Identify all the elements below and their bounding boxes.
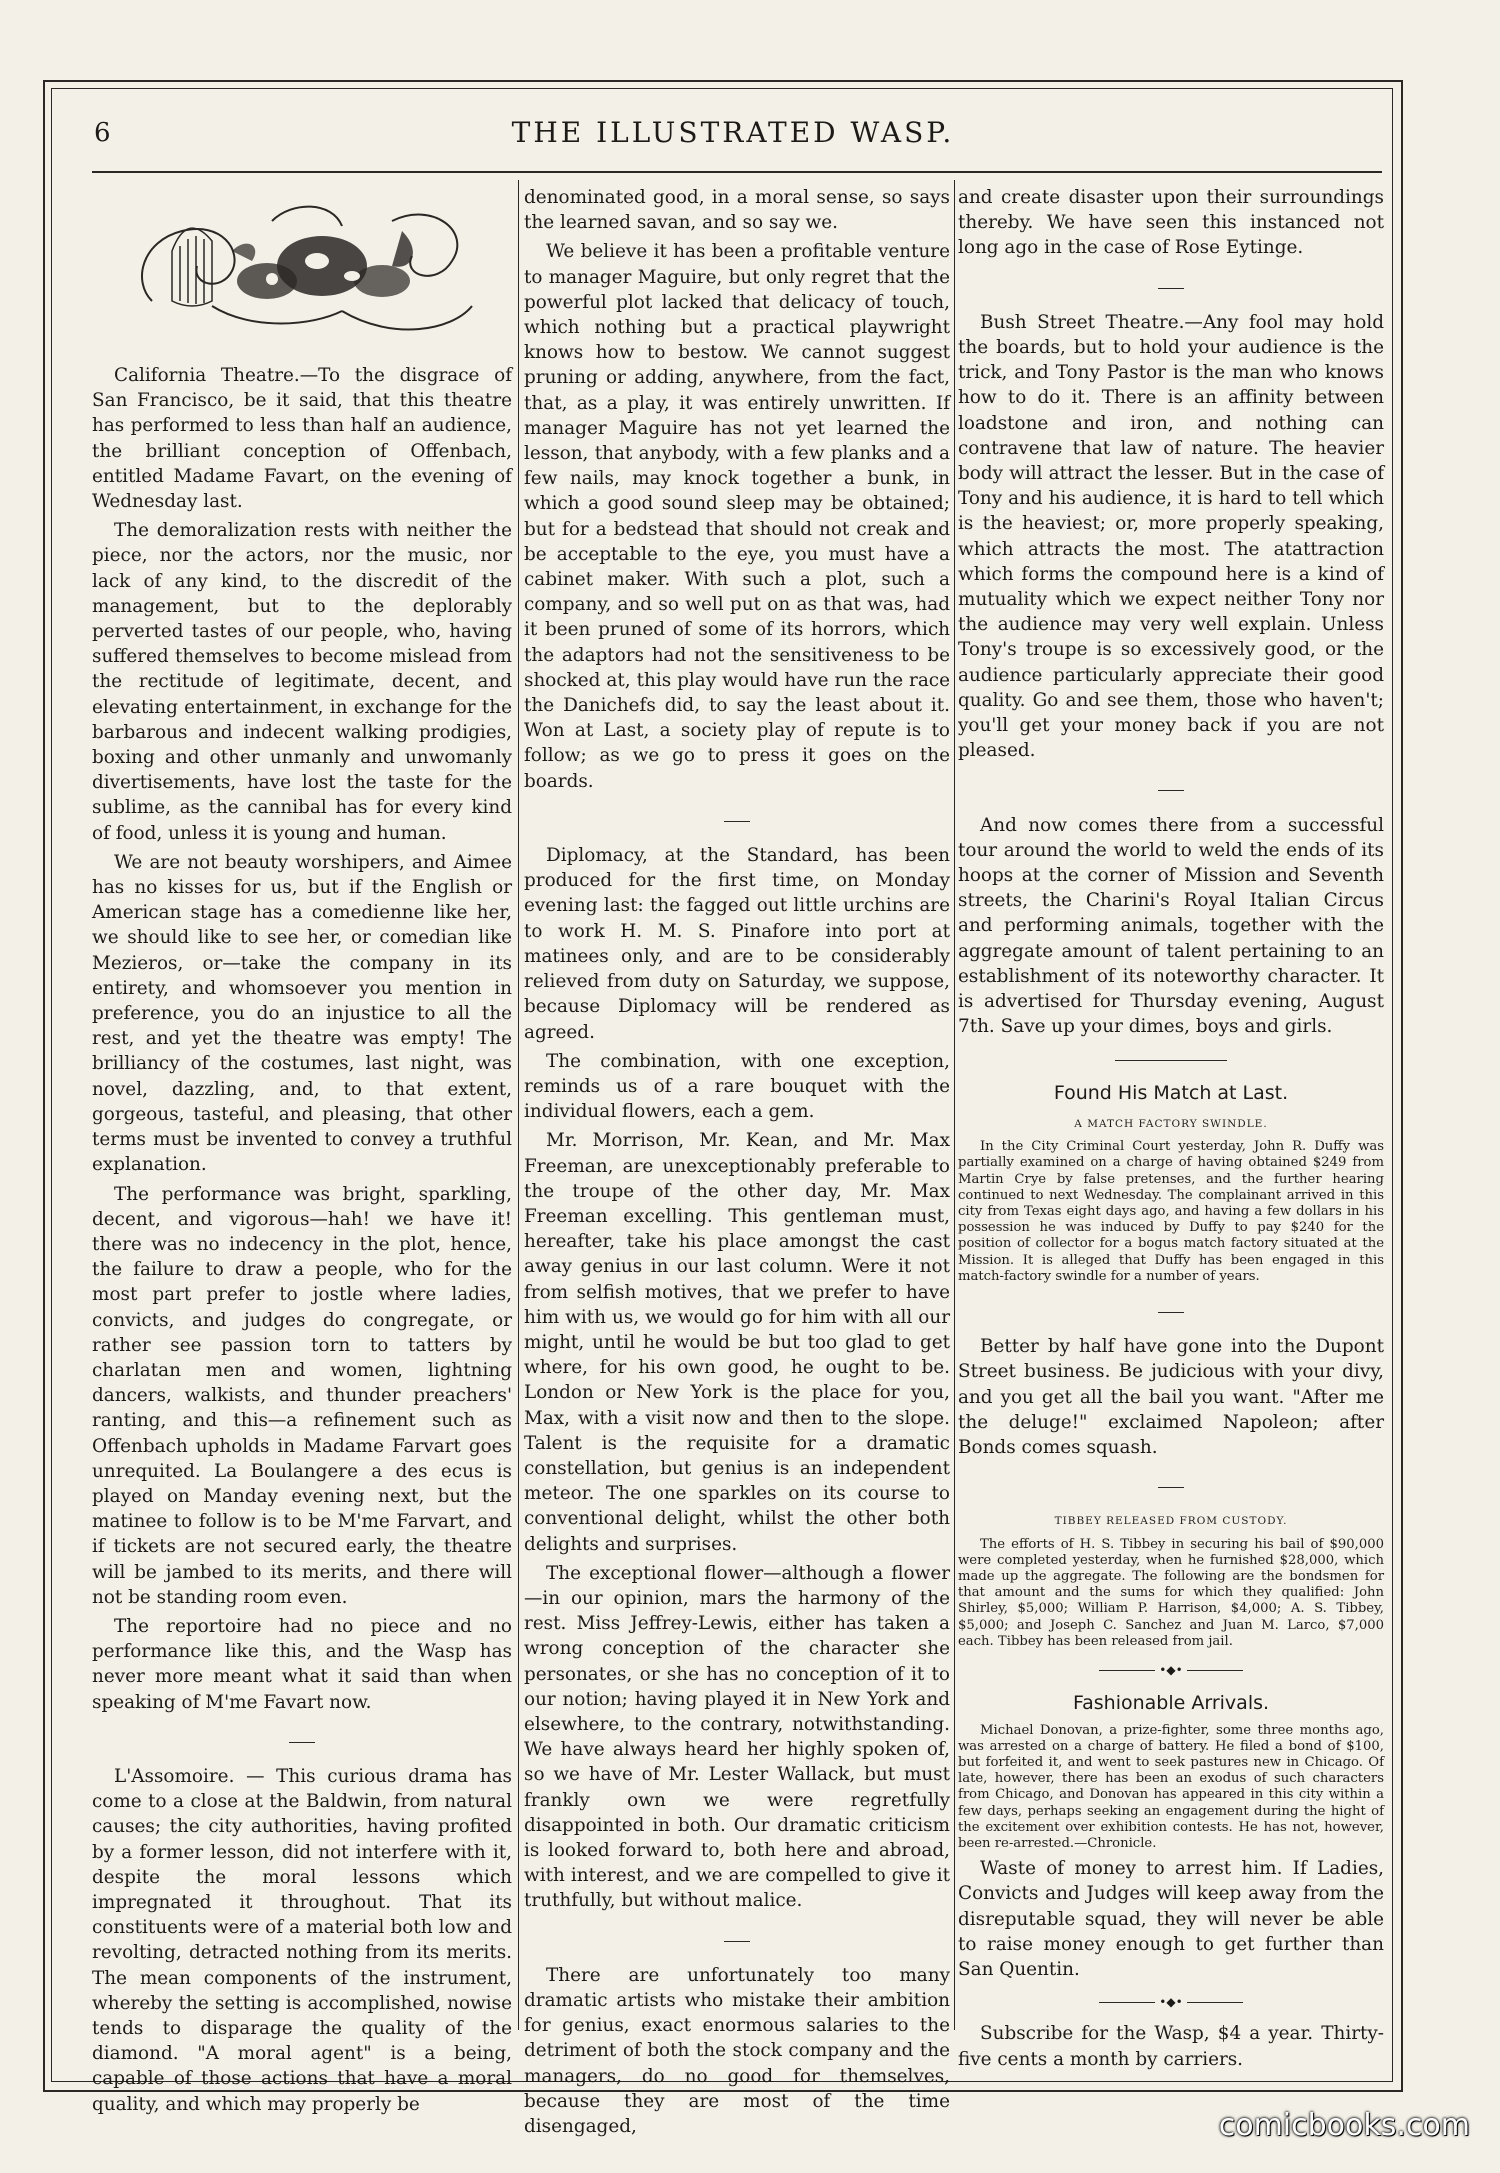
subhead-match-factory-swindle: A MATCH FACTORY SWINDLE. [1074,1117,1268,1130]
paragraph: The combination, with one exception, reminds us of a rare bouquet with the individual flowers, each a gem. [524,1050,950,1123]
paragraph: The demoralization rests with neither the piece, nor the actors, nor the music, nor lack of any kind, to the discredit of the management, but to the deplorably perverted tastes of our people, who, having suffered themselves to become mislead from the rectitude of legitimate, decent, and elevating entertainment, in exchange for the barbarous and indecent walking prodigies, boxing and other unmanly and unwomanly divertisements, have lost the taste for the sublime, as the cannibal has for every kind of food, unless it is young and human. [92,520,512,844]
section-separator [958,1470,1384,1495]
ornamental-rule: •◆• [958,1658,1384,1683]
news-clipping: Michael Donovan, a prize-fighter, some three months ago, was arrested on a charge of battery. He filed a bond of $100, but forfeited it, and went to seek pastures new in Chicago. Of late, however, there has been an exodus of such characters from Chicago, and Donovan has appeared in this city within a few days, perhaps seeking an engagement during the hight of the excitement over exhibition contests. He has not, however, been re-arrested.—Chronicle. [958,1722,1384,1851]
page-title: THE ILLUSTRATED WASP. [511,116,955,149]
paragraph: Waste of money to arrest him. If Ladies, Convicts and Judges will keep away from the disreputable squad, they will never be able to raise money enough to get further than San Quentin. [958,1858,1384,1980]
page-number: 6 [94,118,111,148]
subscription-notice: Subscribe for the Wasp, $4 a year. Thirty-five cents a month by carriers. [958,2023,1384,2070]
ornamental-rule: •◆• [958,1990,1384,2015]
page-header [86,114,1380,154]
article-circus: And now comes there from a successful tour around the world to weld the ends of its hoops at the corner of Mission and Seventh streets, the Charini's Royal Italian Circus and performing animals, together with the aggregate amount of talent pertaining to an establishment of its noteworthy character. It is advertised for Thursday evening, August 7th. Save up your dimes, boys and girls. [958,814,1384,1038]
headline-found-his-match: Found His Match at Last. [1053,1081,1289,1104]
column-divider [518,180,519,2030]
paragraph: The exceptional flower—although a flower —in our opinion, mars the harmony of the rest. Miss Jeffrey-Lewis, either has taken a wrong conception of the character she personates, or she has no conception of it to our notion; having played it in New York and elsewhere, to the contrary, notwithstanding. We have always heard her highly spoken of, so we have of Mr. Lester Wallack, but must frankly own we were regretfully disappointed in both. Our dramatic criticism is looked forward to, both here and abroad, with interest, and we are compelled to give it truthfully, but without malice. [524,1562,950,1912]
column-1 [92,185,512,2115]
headline-fashionable-arrivals: Fashionable Arrivals. [1072,1692,1270,1715]
article-bush-street-theatre: Bush Street Theatre.—Any fool may hold the boards, but to hold your audience is the trick, and Tony Pastor is the man who knows how to do it. There is an affinity between loadstone and iron, and nothing can contravene that law of nature. The heavier body will attract the lesser. But in the case of Tony and his audience, it is hard to tell which is the heaviest; or, more properly speaking, which attracts the most. The atattraction which forms the compound here is a kind of mutuality which we expect neither Tony nor the audience may very well explain. Unless Tony's troupe is so excessively good, or the audience particularly appreciate their good quality. Go and see them, those who haven't; you'll get your money back if you are not pleased. [958,311,1384,762]
article-diplomacy: Diplomacy, at the Standard, has been produced for the first time, on Monday evening last: the fagged out little urchins are to work H. M. S. Pinafore into port at matinees only, and are to be considerably relieved from duty on Saturday, we suppose, because Diplomacy will be rendered as agreed. [524,845,950,1043]
watermark: comicbooks.com [1218,2108,1470,2143]
section-separator [524,1924,950,1949]
section-separator [524,804,950,829]
news-clipping: The efforts of H. S. Tibbey in securing his bail of $90,000 were completed yesterday, when he furnished $28,000, which made up the aggregate. The following are the bondsmen for that amount and the sums for which they qualified: John Shirley, $5,000; William P. Harrison, $4,000; A. S. Tibbey, $5,000; and Joseph C. Sanchez and Juan M. Larco, $7,000 each. Tibbey has been released from jail. [958,1536,1384,1649]
lyre-ornament-illustration [92,191,512,351]
paragraph: There are unfortunately too many dramatic artists who mistake their ambition for genius, exact enormous salaries to the detriment of both the stock company and the managers, do no good for themselves, because they are most of the time disengaged, [524,1964,950,2138]
article-california-theatre: California Theatre.—To the disgrace of San Francisco, be it said, that this theatre has performed to less than half an audience, the brilliant conception of Offenbach, entitled Madame Favart, on the evening of Wednesday last. [92,365,512,513]
section-separator [958,271,1384,296]
paragraph: Better by half have gone into the Dupont Street business. Be judicious with your divy, and you get all the bail you want. "After me the deluge!" exclaimed Napoleon; after Bonds comes squash. [958,1336,1384,1458]
section-separator [958,1295,1384,1320]
column-2 [524,185,950,2138]
paragraph: We believe it has been a profitable venture to manager Maguire, but only regret that the powerful plot lacked that delicacy of touch, which nothing but a practical playwright knows how to bestow. We cannot suggest pruning or adding, anywhere, from the fact, that, as a play, it was entirely unwritten. If manager Maguire has not yet learned the lesson, that anybody, with a few planks and a few nails, may knock together a bunk, in which a good sound sleep may be obtained; but for a bedstead that should not creak and be acceptable to the eye, you must have a cabinet maker. With such a plot, such a company, and so well put on as that was, had it been pruned of some of its horrors, which the adaptors had not the sensitiveness to be shocked at, this play would have run the race the Danichefs did, to say the least about it. Won at Last, a society play of repute is to follow; as we go to press it goes on the boards. [524,241,950,792]
paragraph: denominated good, in a moral sense, so says the learned savan, and so say we. [524,187,950,234]
paragraph: The reportoire had no piece and no performance like this, and the Wasp has never more meant what it said than when speaking of M'me Favart now. [92,1615,512,1713]
column-3 [958,185,1384,2070]
ornamental-rule [958,1048,1384,1073]
paragraph: Mr. Morrison, Mr. Kean, and Mr. Max Freeman, are unexceptionably preferable to the troupe of the other day, Mr. Max Freeman excelling. This gentleman must, hereafter, take his place amongst the cast away genius in our last column. Were it not from selfish motives, that we prefer to have him with us, we would go for him with all our might, until he would be but too glad to get where, for his own good, he ought to be. London or New York is the place for you, Max, with a visit now and then to the slope. Talent is the requisite for a dramatic constellation, but genius is an independent meteor. The one sparkles on its course to conventional delight, whilst the other both delights and surprises. [524,1130,950,1555]
paragraph: We are not beauty worshipers, and Aimee has no kisses for us, but if the English or American stage has a comedienne like her, we should like to see her, or comedian like Mezieros, or—take the company in its entirety, and whomsoever you mention in preference, you do an injustice to all the rest, and yet the theatre was empty! The brilliancy of the costumes, last night, was novel, dazzling, and, to that extent, gorgeous, tasteful, and pleasing, that other terms must be invented to convey a truthful explanation. [92,851,512,1176]
section-separator [958,773,1384,798]
section-separator [92,1725,512,1750]
subhead-tibbey-released: TIBBEY RELEASED FROM CUSTODY. [1054,1515,1288,1528]
paragraph: The performance was bright, sparkling, decent, and vigorous—hah! we have it! there was no indecency in the plot, hence, the failure to draw a people, who for the most part prefer to jostle where ladies, convicts, and judges do congregate, or rather see passion torn to tatters by charlatan men and women, lightning dancers, walkists, and thunder preachers' ranting, and this—a refinement such as Offenbach upholds in Madame Farvart goes unrequited. La Boulangere a des ecus is played on Manday evening next, but the matinee to follow is to be M'me Farvart, and if tickets are not secured early, the theatre will be jambed to its merits, and there will not be standing room even. [92,1183,512,1608]
column-divider [954,180,955,2030]
news-clipping: In the City Criminal Court yesterday, John R. Duffy was partially examined on a charge of having obtained $249 from Martin Crye by false pretenses, and the further hearing continued to next Wednesday. The complainant arrived in this city from Texas eight days ago, and having a few dollars in his possession he was induced by Duffy to pay $240 for the position of collector for a bogus match factory situated at the Mission. It is alleged that Duffy has been engaged in this match-factory swindle for a number of years. [958,1139,1384,1284]
paragraph: and create disaster upon their surroundings thereby. We have seen this instanced not long ago in the case of Rose Eytinge. [958,187,1384,259]
article-lassommoir: L'Assomoire. — This curious drama has come to a close at the Baldwin, from natural causes; the city authorities, having profited by a former lesson, did not interfere with it, despite the moral lessons which impregnated it throughout. That its constituents were of a material both low and revolting, detracted nothing from its merits. The mean components of the instrument, whereby the setting is accomplished, nowise tends to disparage the quality of the diamond. "A moral agent" is a being, capable of those actions that have a moral quality, and which may properly be [92,1765,512,2115]
header-rule [92,171,1382,173]
